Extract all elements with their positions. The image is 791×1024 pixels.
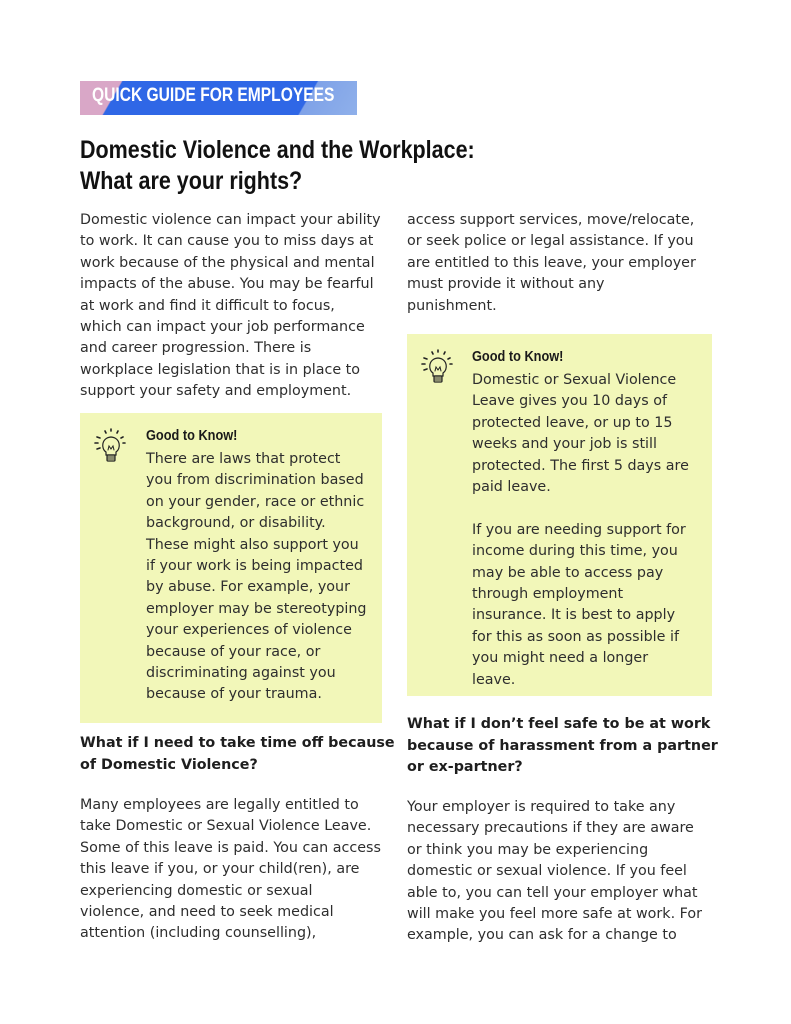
text-line: because of your race, or [146, 643, 321, 660]
text-line: and career progression. There is [80, 340, 312, 357]
text-line: for this as soon as possible if [472, 628, 679, 645]
quick-guide-banner [80, 81, 357, 115]
lightbulb-icon [92, 426, 130, 466]
text-line: because of your trauma. [146, 686, 322, 703]
text-line: take Domestic or Sexual Violence Leave. [80, 818, 372, 835]
banner-label: QUICK GUIDE FOR EMPLOYEES [92, 85, 335, 106]
text-line: discriminating against you [146, 665, 336, 682]
text-line: able to, you can tell your employer what [407, 884, 698, 901]
text-line [472, 498, 689, 519]
title-line: Domestic Violence and the Workplace: [80, 136, 475, 164]
text-line: or think you may be experiencing [407, 841, 649, 858]
lightbulb-icon [419, 347, 457, 387]
text-line: violence, and need to seek medical [80, 904, 334, 921]
text-line: are entitled to this leave, your employer [407, 254, 696, 271]
text-line: Leave gives you 10 days of [472, 393, 667, 410]
text-line: if your work is being impacted [146, 558, 363, 575]
heading-line: What if I don’t feel safe to be at work [407, 716, 711, 732]
text-line: through employment [472, 586, 624, 603]
text-line: Some of this leave is paid. You can access [80, 839, 381, 856]
text-line: may be able to access pay [472, 564, 664, 581]
text-line: attention (including counselling), [80, 925, 317, 942]
callout-heading: Good to Know! [146, 428, 238, 444]
text-line: support your safety and employment. [80, 383, 352, 400]
text-line: example, you can ask for a change to [407, 927, 677, 944]
text-line: necessary precautions if they are aware [407, 820, 694, 837]
heading-line: What if I need to take time off because [80, 735, 395, 751]
text-line: Your employer is required to take any [407, 799, 676, 815]
callout-body [146, 449, 367, 706]
text-line: Many employees are legally entitled to [80, 797, 359, 813]
callout-heading: Good to Know! [472, 349, 564, 365]
time-off-paragraph [80, 795, 385, 945]
text-line: your experiences of violence [146, 622, 352, 639]
text-line: income during this time, you [472, 543, 678, 560]
text-line: must provide it without any [407, 276, 605, 293]
text-line: Domestic or Sexual Violence [472, 372, 677, 388]
good-to-know-callout-left [80, 413, 382, 723]
good-to-know-callout-right [407, 334, 712, 696]
text-line: by abuse. For example, your [146, 579, 350, 596]
section-heading-time-off [80, 733, 395, 776]
title-line: What are your rights? [80, 167, 303, 195]
text-line: workplace legislation that is in place to [80, 361, 361, 378]
heading-line: or ex-partner? [407, 759, 523, 776]
text-line: you might need a longer [472, 650, 649, 667]
text-line: or seek police or legal assistance. If you [407, 233, 694, 250]
text-line: work because of the physical and mental [80, 254, 375, 271]
text-line: access support services, move/relocate, [407, 212, 695, 228]
heading-line: of Domestic Violence? [80, 756, 258, 773]
text-line: punishment. [407, 297, 497, 314]
text-line: protected. The first 5 days are [472, 457, 689, 474]
heading-line: because of harassment from a partner [407, 737, 718, 754]
text-line: Domestic violence can impact your ability [80, 212, 381, 228]
text-line: insurance. It is best to apply [472, 607, 676, 624]
text-line: experiencing domestic or sexual [80, 882, 313, 899]
text-line: weeks and your job is still [472, 436, 657, 453]
text-line: domestic or sexual violence. If you feel [407, 863, 687, 880]
text-line: employer may be stereotyping [146, 600, 367, 617]
text-line: this leave if you, or your child(ren), are [80, 861, 360, 878]
callout-body [472, 370, 689, 691]
section-heading-safety [407, 714, 717, 779]
text-line: which can impact your job performance [80, 319, 365, 336]
safety-paragraph [407, 797, 717, 947]
text-line: you from discrimination based [146, 472, 364, 489]
text-line: protected leave, or up to 15 [472, 414, 673, 431]
text-line: If you are needing support for [472, 521, 686, 538]
continued-paragraph [407, 210, 717, 317]
text-line: leave. [472, 671, 516, 688]
text-line: impacts of the abuse. You may be fearful [80, 276, 374, 293]
text-line: These might also support you [146, 536, 359, 553]
text-line: at work and find it difficult to focus, [80, 297, 335, 314]
text-line: to work. It can cause you to miss days at [80, 233, 374, 250]
intro-paragraph [80, 210, 385, 403]
text-line: on your gender, race or ethnic [146, 493, 365, 510]
text-line: paid leave. [472, 479, 551, 496]
text-line: background, or disability. [146, 515, 326, 532]
text-line: will make you feel more safe at work. For [407, 906, 703, 923]
text-line: There are laws that protect [146, 451, 341, 467]
page-title [80, 135, 613, 197]
